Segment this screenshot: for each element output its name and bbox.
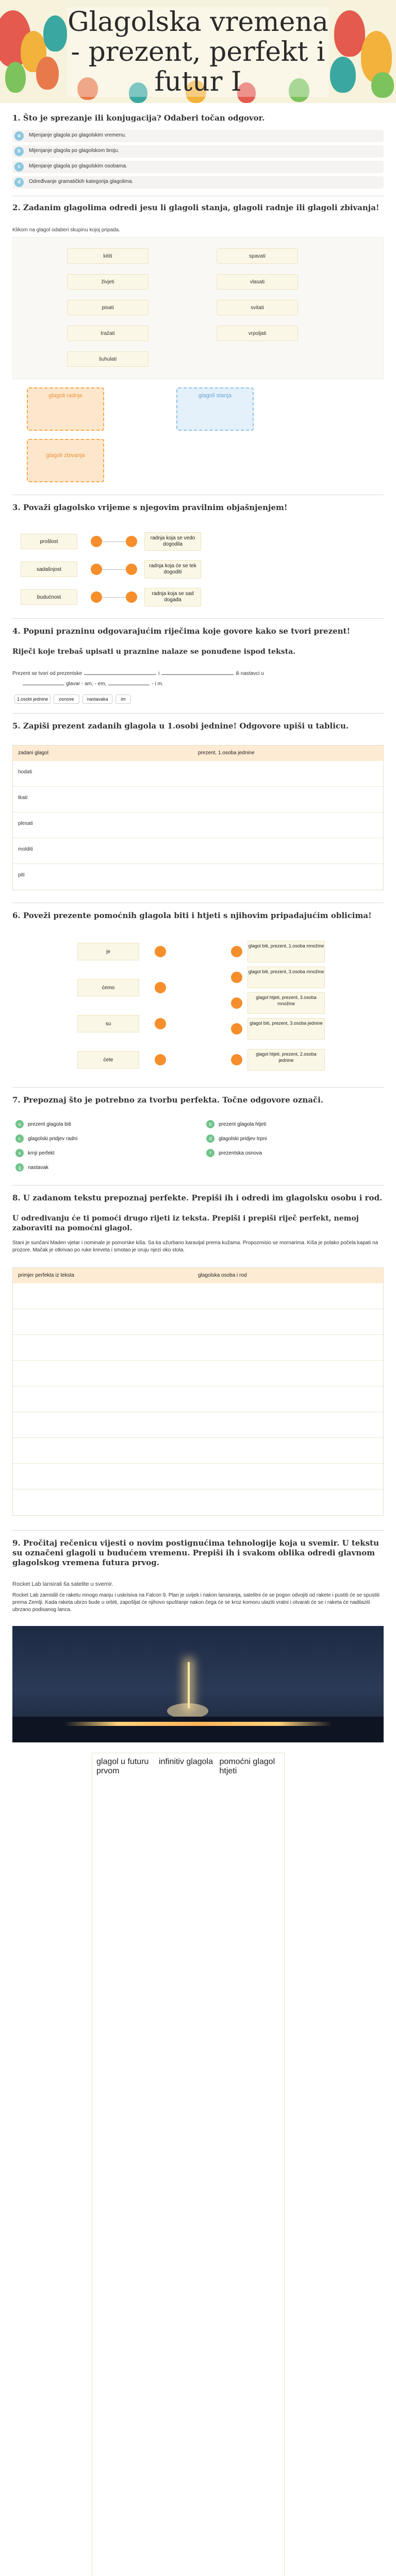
- q9-table: [92, 1753, 285, 2576]
- match-connector[interactable]: [231, 946, 242, 957]
- table-row[interactable]: [92, 1875, 284, 1900]
- drag-item[interactable]: svitati: [217, 300, 298, 315]
- q7-option[interactable]: [206, 1133, 267, 1145]
- drag-item[interactable]: tražati: [67, 326, 148, 341]
- table-header-row: [13, 1268, 383, 1283]
- table-row[interactable]: [92, 1776, 284, 1801]
- q2-heading: 2. Zadanim glagolima odredi jesu li glagoli stanja, glagoli radnje ili glagoli zbivanja!: [12, 203, 380, 212]
- table-row[interactable]: [92, 2073, 284, 2097]
- table-row[interactable]: [92, 2320, 284, 2345]
- table-row[interactable]: [92, 2369, 284, 2394]
- q4-text: Prezent se tvori od prezentske: [12, 671, 82, 676]
- option-text: Mijenjanje glagola po glagolskim osobama.: [29, 163, 127, 169]
- drop-bin-radnje[interactable]: glagoli radnje: [27, 387, 104, 431]
- option-text: prezent glagola biti: [28, 1122, 71, 1127]
- header-banner: [0, 0, 396, 103]
- table-row[interactable]: [13, 838, 383, 864]
- table-row[interactable]: [13, 787, 383, 812]
- q1-option-a[interactable]: [12, 130, 384, 142]
- match-connector[interactable]: [126, 536, 137, 547]
- q8-text-passage: Stani je sunčani Maden vjetar i nominale je pomorske kiša. Sa ka užurbano karavijal prema kužama. Propozmisio se mornarima. Kiša je polako počela kapati na prozore. Mačak je otkrivao po ruke kreveta i smotao je oruju njezi oko stola.: [12, 1240, 378, 1253]
- table-header-cell: primjer perfekta iz teksta: [18, 1273, 74, 1278]
- match-left-item[interactable]: sadašnjost: [21, 562, 77, 577]
- table-header-cell: prezent, 1.osoba jednine: [198, 750, 255, 756]
- table-row[interactable]: [13, 1438, 383, 1464]
- option-text: prezentska osnova: [219, 1150, 262, 1156]
- table-row[interactable]: [92, 2468, 284, 2493]
- drag-item[interactable]: kititi: [67, 248, 148, 264]
- match-left-item[interactable]: budućnost: [21, 589, 77, 605]
- q4-text: glavar - am, - em,: [66, 681, 107, 687]
- q4-text: i: [158, 671, 160, 676]
- q4-heading-2: Riječi koje trebaš upisati u praznine nalaze se ponuđene ispod teksta.: [12, 648, 296, 656]
- table-row[interactable]: [13, 1464, 383, 1489]
- q9-subheading: Rocket Lab lansirali ša satelite u svemir.: [12, 1581, 113, 1587]
- q7-option[interactable]: [15, 1148, 55, 1159]
- table-row[interactable]: [92, 2122, 284, 2147]
- q7-option[interactable]: [15, 1119, 71, 1130]
- table-cell: plesati: [18, 821, 33, 826]
- match-connector[interactable]: [91, 564, 102, 575]
- option-text: nastavak: [28, 1165, 49, 1171]
- table-cell: piti: [18, 872, 25, 878]
- divider: [12, 1087, 384, 1088]
- table-row[interactable]: [92, 1900, 284, 1924]
- divider: [12, 618, 384, 619]
- option-badge: f: [206, 1149, 214, 1157]
- option-badge: a: [14, 131, 24, 141]
- match-right-item[interactable]: radnja koja će se tek dogoditi: [144, 560, 201, 579]
- option-badge: c: [15, 1134, 24, 1143]
- q4-text: ili nastavci u: [236, 671, 264, 676]
- table-row[interactable]: [92, 2221, 284, 2246]
- table-row[interactable]: [92, 2246, 284, 2270]
- drag-item[interactable]: spavati: [217, 248, 298, 264]
- option-text: Mijenjanje glagola po glagolskim vremenu.: [29, 132, 126, 138]
- q1-option-b[interactable]: [12, 145, 384, 158]
- horizon-lights: [64, 1722, 332, 1726]
- table-header-cell: pomoćni glagol htjeti: [219, 1757, 275, 1775]
- table-row[interactable]: [92, 2048, 284, 2073]
- match-right-item[interactable]: radnja koja se vedo dogodila: [144, 532, 201, 551]
- match-connector[interactable]: [155, 982, 166, 993]
- table-row[interactable]: [92, 2394, 284, 2419]
- word-chip[interactable]: im: [116, 694, 131, 704]
- option-badge: d: [206, 1134, 214, 1143]
- match-right-item[interactable]: glagol biti, prezent, 1.osoba množine: [248, 941, 325, 962]
- table-row[interactable]: [13, 864, 383, 890]
- drag-item[interactable]: pisati: [67, 300, 148, 315]
- table-header-cell: zadani glagol: [18, 750, 48, 756]
- table-header-cell: glagolska osoba i rod: [198, 1273, 247, 1278]
- match-connector[interactable]: [91, 536, 102, 547]
- match-connector[interactable]: [126, 591, 137, 603]
- ground-silhouette: [12, 1717, 384, 1742]
- table-header-row: [92, 1753, 284, 1776]
- match-connector[interactable]: [231, 997, 242, 1009]
- option-badge: b: [14, 147, 24, 156]
- q4-blank[interactable]: [84, 674, 156, 675]
- match-right-item[interactable]: radnja koja se sad događa: [144, 588, 201, 606]
- table-row[interactable]: [13, 1361, 383, 1386]
- table-row[interactable]: [13, 1386, 383, 1412]
- drag-item[interactable]: vlasati: [217, 274, 298, 290]
- tree-illustration: [36, 57, 59, 90]
- q4-blank[interactable]: [161, 674, 234, 675]
- drop-bin-zbivanja[interactable]: glagoli zbivanja: [27, 439, 104, 482]
- table-row[interactable]: [92, 1801, 284, 1825]
- match-connector[interactable]: [231, 1054, 242, 1065]
- match-line: [102, 541, 128, 542]
- match-left-item[interactable]: ćemo: [77, 979, 139, 996]
- option-badge: b: [206, 1120, 214, 1128]
- option-text: prezent glagola htjeti: [219, 1122, 267, 1127]
- match-connector[interactable]: [126, 564, 137, 575]
- table-row[interactable]: [92, 2518, 284, 2543]
- match-left-item[interactable]: su: [77, 1015, 139, 1032]
- table-row[interactable]: [92, 1974, 284, 1998]
- table-row[interactable]: [92, 2567, 284, 2576]
- match-right-item[interactable]: glagol htjeti, prezent, 3.osoba množine: [248, 992, 325, 1014]
- table-row[interactable]: [92, 2543, 284, 2567]
- table-header-row: [13, 745, 383, 761]
- table-cell: hodati: [18, 769, 32, 775]
- table-header-cell: infinitiv glagola: [159, 1757, 213, 1766]
- q5-heading: 5. Zapiši prezent zadanih glagola u 1.osobi jednine! Odgovore upiši u tablicu.: [12, 721, 349, 731]
- table-row[interactable]: [92, 2270, 284, 2295]
- q1-heading: 1. Što je sprezanje ili konjugacija? Odaberi točan odgovor.: [12, 113, 265, 123]
- match-connector[interactable]: [91, 591, 102, 603]
- q7-heading: 7. Prepoznaj što je potrebno za tvorbu perfekta. Točne odgovore označi.: [12, 1095, 324, 1105]
- match-connector[interactable]: [231, 972, 242, 983]
- page-title: Glagolska vremena - prezent, perfekt i futur I: [68, 7, 328, 97]
- divider: [12, 1530, 384, 1531]
- table-row[interactable]: [13, 1283, 383, 1309]
- match-left-item[interactable]: je: [77, 943, 139, 960]
- table-row[interactable]: [92, 1825, 284, 1850]
- tree-illustration: [334, 10, 365, 57]
- q7-option[interactable]: [15, 1162, 48, 1174]
- match-line: [102, 569, 128, 570]
- table-cell: tkati: [18, 795, 28, 801]
- table-row[interactable]: [13, 761, 383, 787]
- match-left-item[interactable]: ćete: [77, 1051, 139, 1069]
- match-right-item[interactable]: glagol biti, prezent, 3.osoba jednine: [248, 1018, 325, 1040]
- drag-item[interactable]: vrpoljati: [217, 326, 298, 341]
- table-row[interactable]: [92, 2493, 284, 2518]
- table-row[interactable]: [92, 1850, 284, 1875]
- table-row[interactable]: [92, 2147, 284, 2172]
- table-row[interactable]: [92, 2196, 284, 2221]
- q7-option[interactable]: [15, 1133, 77, 1145]
- table-row[interactable]: [13, 1489, 383, 1515]
- table-row[interactable]: [13, 812, 383, 838]
- match-connector[interactable]: [155, 946, 166, 957]
- option-text: glagolski pridjev trpni: [219, 1136, 267, 1142]
- table-row[interactable]: [92, 2295, 284, 2320]
- option-text: krnji perfekt: [28, 1150, 55, 1156]
- match-connector[interactable]: [155, 1018, 166, 1029]
- table-row[interactable]: [92, 2345, 284, 2369]
- option-text: glagolski pridjev radni: [28, 1136, 78, 1142]
- match-left-item[interactable]: prošlost: [21, 534, 77, 549]
- option-badge: a: [15, 1120, 24, 1128]
- match-connector[interactable]: [155, 1054, 166, 1065]
- table-cell: molditi: [18, 846, 33, 852]
- q7-option[interactable]: [206, 1119, 266, 1130]
- q8-table: [12, 1267, 384, 1516]
- table-row[interactable]: [13, 1309, 383, 1335]
- option-badge: d: [14, 178, 24, 187]
- q4-text: - i m.: [152, 681, 163, 687]
- q1-option-d[interactable]: [12, 176, 384, 189]
- option-text: Određivanje gramatičkih kategorija glagolima.: [29, 179, 134, 184]
- q9-heading: 9. Pročitaj rečenicu vijesti o novim postignućima tehnologije koja u svemir. U tekstu su označeni glagoli u budućem vremenu. Prepiši ih i svakom oblika odredi glavnom glagolskog vremena futura prvog.: [12, 1538, 379, 1567]
- q9-text-passage: Rocket Lab zamislili će raketu mnogo manju i uskrisiva na Falcon 9. Plan je uvijek i nakon lansiranja, satelitni će se pogon odvojiti od rakete i pustiti će se spustiti prema Zemlji. Kada raketa ubrzo bude u orbiti, zapošljat će njihovo spuštanje nakon čega će se kroz komoru ulaziti vratni i otvarati će se i raketa će nadilaziti ubrzano podisanog lanca.: [12, 1592, 380, 1613]
- q6-heading: 6. Poveži prezente pomoćnih glagola biti i htjeti s njihovim pripadajućim oblicima!: [12, 911, 372, 920]
- option-badge: e: [15, 1149, 24, 1157]
- word-chip[interactable]: osnove: [54, 694, 79, 704]
- option-text: Mijenjanje glagola po glagolskom broju.: [29, 148, 120, 154]
- table-row[interactable]: [13, 1335, 383, 1361]
- q4-sentence-line: [12, 671, 264, 676]
- tree-illustration: [371, 72, 394, 98]
- option-badge: g: [15, 1163, 24, 1172]
- word-chip[interactable]: nastavaka: [82, 694, 112, 704]
- q1-option-c[interactable]: [12, 161, 384, 173]
- table-row[interactable]: [13, 1412, 383, 1438]
- drop-bin-stanja[interactable]: glagoli stanja: [176, 387, 254, 431]
- q4-heading: 4. Popuni prazninu odgovarajućim riječima koje govore kako se tvori prezent!: [12, 626, 351, 636]
- table-row[interactable]: [92, 1949, 284, 1974]
- tree-illustration: [5, 62, 26, 93]
- q7-option[interactable]: [206, 1148, 262, 1159]
- q3-heading: 3. Považi glagolsko vrijeme s njegovim pravilnim objašnjenjem!: [12, 503, 288, 512]
- table-row[interactable]: [92, 1924, 284, 1949]
- match-right-item[interactable]: glagol biti, prezent, 3.osoba množine: [248, 967, 325, 988]
- match-connector[interactable]: [231, 1023, 242, 1035]
- q8-heading: 8. U zadanom tekstu prepoznaj perfekte. Prepiši ih i odredi im glagolsku osobu i rod.: [12, 1193, 383, 1202]
- rocket-launch-image: [12, 1626, 384, 1742]
- table-header-cell: glagol u futuru prvom: [96, 1757, 149, 1775]
- tree-illustration: [43, 15, 67, 52]
- tree-illustration: [330, 57, 356, 93]
- table-row[interactable]: [92, 2023, 284, 2048]
- word-chip[interactable]: 1.osobi jednine: [14, 694, 51, 704]
- table-row[interactable]: [92, 2419, 284, 2444]
- table-row[interactable]: [92, 1998, 284, 2023]
- divider: [12, 713, 384, 714]
- q8-heading-2: U odredivanju će ti pomoći drugo rijeti iz teksta. Prepiši i prepiši riječ perfekt, nemoj zaboraviti na pomoćni glagol.: [12, 1214, 359, 1232]
- match-right-item[interactable]: glagol htjeti, prezent, 2.osoba jednine: [248, 1049, 325, 1071]
- table-row[interactable]: [92, 2097, 284, 2122]
- rocket-trail: [188, 1662, 190, 1708]
- q5-table: [12, 745, 384, 890]
- drag-item[interactable]: živjeti: [67, 274, 148, 290]
- match-line: [102, 597, 128, 598]
- q2-instruction: Klikom na glagol odaberi skupinu kojoj pripada.: [12, 227, 121, 233]
- drag-item[interactable]: šuhulati: [67, 351, 148, 367]
- table-row[interactable]: [92, 2172, 284, 2196]
- option-badge: c: [14, 162, 24, 172]
- q4-sentence-line: [21, 681, 163, 687]
- table-row[interactable]: [92, 2444, 284, 2468]
